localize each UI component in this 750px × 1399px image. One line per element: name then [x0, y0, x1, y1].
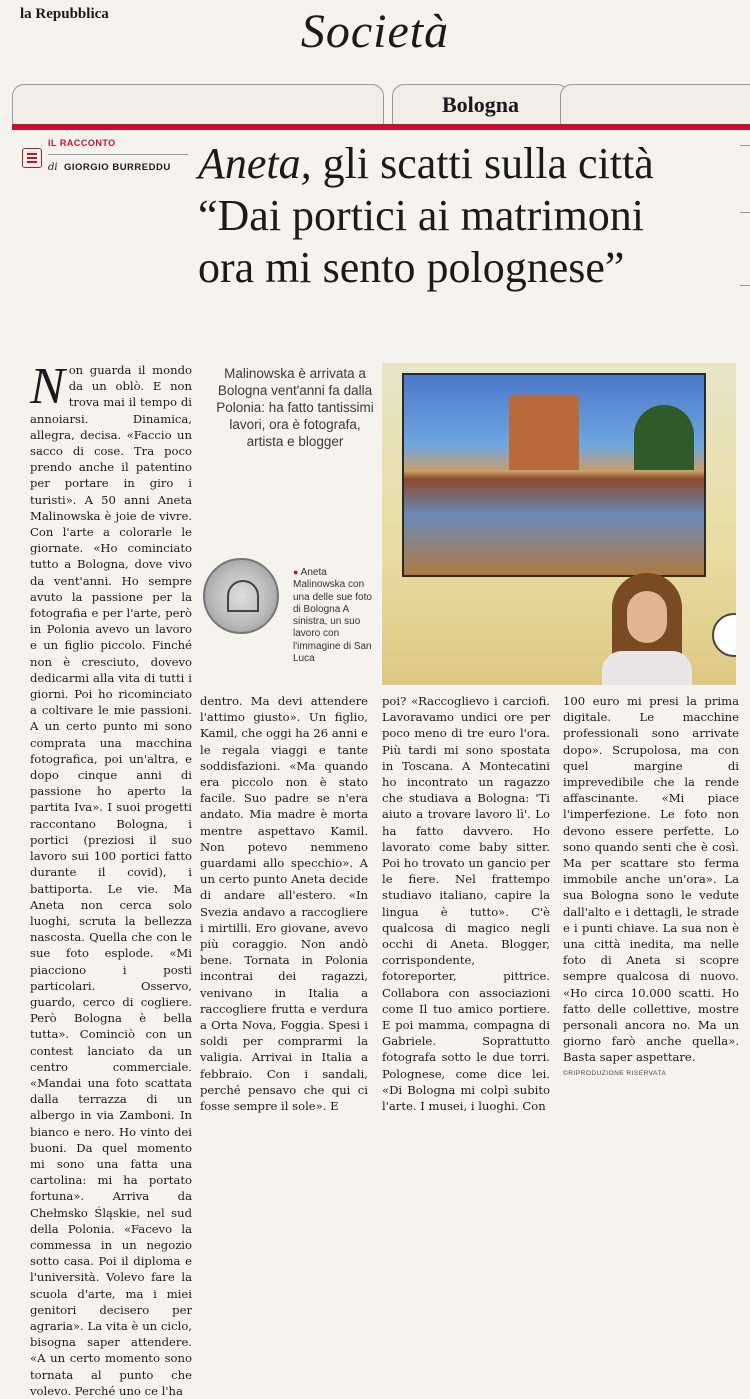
section-red-rule: [12, 124, 750, 130]
wall-clock: [712, 613, 736, 657]
headline: [198, 138, 743, 294]
body-column-2: dentro. Ma devi attendere l'attimo giusto». Un figlio, Kamil, che oggi ha 26 anni e le regala viaggi e tante soddisfazioni. «Ma quando era piccolo non è stato facile. Suo padre se n'era andato. Mia madre è morta mentre aspettavo Kamil. Non potevo nemmeno guardami allo specchio». A un certo punto Aneta decide di andare all'estero. «In Svezia andavo a raccogliere i mirtilli. Ero giovane, avevo più coraggio. Non andò bene. Tornata in Polonia incontrai dei ragazzi, venivano in Italia a raccogliere frutta e verdura a Orta Nova, Foggia. Spesi i soldi per comprarmi la valigia. Arrivai in Italia a febbraio. Con i sandali, perché pensavo che qui ci fosse sempre il sole». E: [200, 694, 368, 1114]
edge-rule: [740, 145, 750, 146]
bologna-painting: [402, 373, 706, 577]
city-tab: Bologna: [392, 84, 569, 127]
body-column-3: poi? «Raccoglievo i carciofi. Lavoravamo undici ore per poco meno di tre euro l'ora. Più tardi mi sono spostata in Toscana. A Montecatini ho incontrato un ragazzo che studiava a Bologna: 'Ti aiuto a trovare lavoro lì'. Lo ha fatto davvero. Ho lavorato come baby sitter. Poi ho trovato un gancio per le fiere. Nel frattempo studiavo italiano, capire la lingua è tutto». C'è qualcosa di magico negli occhi di Aneta. Blogger, corrispondente, fotoreporter, pittrice. Collabora con associazioni come Il tuo amico portiere. E poi mamma, compagna di Gabriele. Soprattutto fotografa sotto le due torri. Polognese, come dice lei. «Di Bologna mi colpì subito l'arte. I musei, i luoghi. Con: [382, 694, 550, 1114]
san-luca-artwork: [203, 558, 279, 634]
main-photo: [382, 363, 736, 685]
article-icon: [22, 148, 42, 168]
body-text-1: on guarda il mondo da un oblò. E non trova mai il tempo di annoiarsi. Dinamica, allegra, decisa. «Faccio un sacco di cose. Tra poco prendo anche il patentino per portare in giro i turisti». A 50 anni Aneta Malinowska è joie de vivre. Con l'arte a colorarle le giornate. «Ho cominciato tutto a Bologna, dove vivo da vent'anni. Ho sempre avuto la passione per la fotografia e per l'arte, però in Polonia avevo un lavoro e un figlio piccolo. Finché non è cresciuto, dovevo dedicarmi alla vita di tutti i giorni. Poi ho ricominciato a coltivare le mie passioni. A un certo punto mi sono comprata una macchina fotografica, poi un'altra, e dopo cinque anni di passione ho aperto la partita Iva». I suoi progetti raccontano Bologna, i portici (preziosi il suo lavoro sui 100 portici fatto durante il covid), i battiporta. Le vie. Ma Aneta non cerca solo luoghi, scruta la bellezza nascosta. Quella che con le sue foto esplode. «Mi piacciono i posti particolari. Osservo, guardo, cerco di cogliere. Però Bologna è bella tutta». Cominciò con un contest lanciato da un centro commerciale. «Mandai una foto scattata dalla terrazza di un albergo in via Zamboni. In bianco e nero. Ho vinto dei buoni. Da quel momento mi sono una fatta una cartolina: mi ha portato fortuna». Arriva da Chełmsko Śląskie, nel sud della Polonia. «Facevo la commessa in un negozio sotto casa. Poi il diploma e l'università. Volevo fare la scuola d'arte, ma i miei genitori decisero per agraria». La vita è un ciclo, bisogna saper attendere. «A un certo momento sono tornata al punto che volevo. Perché uno ce l'ha: [30, 363, 192, 1398]
masthead: la Repubblica: [20, 6, 109, 22]
headline-line1: gli scatti sulla città: [311, 139, 654, 188]
trees-shape: [634, 405, 694, 470]
kicker: IL RACCONTO: [48, 138, 116, 148]
standfirst: Malinowska è arrivata a Bologna vent'anni fa dalla Polonia: ha fatto tantissimi lavori, ora è fotografa, artista e blogger: [216, 366, 374, 449]
headline-line2: “Dai portici ai matrimoni: [198, 191, 644, 240]
tab-left-decor: [12, 84, 384, 127]
body-column-4: [563, 693, 739, 1082]
headline-line3: ora mi sento pologneseˮ: [198, 243, 625, 292]
headline-name: Aneta,: [198, 139, 312, 188]
byline-prefix: di: [48, 162, 58, 173]
basilica-shape: [509, 395, 579, 470]
body-text-4: 100 euro mi presi la prima digitale. Le macchine professionali sono arrivate dopo». Scrupolosa, ma con quel margine di imprevedibile che la rende affascinante. «Mi piace l'imperfezione. Le foto non devono essere perfette. Lo sono quando senti che è così. Ma per scattare sto ferma immobile anche un'ora». La sua Bologna sono le vedute dall'alto e i dettagli, le strade e i punti chiave. La sua non è una città inedita, ma nelle foto di Aneta si scopre sempre qualcosa di nuovo. «Ho circa 10.000 scatti. Ho fatto delle collettive, mostre personali ancora no. Ma un giorno farò anche quella». Basta saper aspettare.: [563, 694, 739, 1065]
san-luca-dome: [227, 580, 259, 612]
byline-author: GIORGIO BURREDDU: [64, 162, 171, 173]
edge-rule: [740, 212, 750, 213]
photo-caption-text: Aneta Malinowska con una delle sue foto di Bologna A sinistra, un suo lavoro con l'immagine di San Luca: [293, 567, 372, 665]
edge-rule: [740, 285, 750, 286]
face-shape: [627, 591, 667, 643]
drop-cap: N: [30, 358, 65, 415]
photo-caption: [293, 566, 377, 665]
caption-bullet-icon: ●: [293, 567, 299, 577]
body-column-1: [30, 358, 192, 1399]
tab-right-decor: [560, 84, 750, 127]
shirt-shape: [602, 651, 692, 685]
copyright-notice: ©RIPRODUZIONE RISERVATA: [563, 1069, 667, 1077]
section-tab-strip: [12, 84, 750, 128]
kicker-divider: [48, 154, 188, 155]
portrait-aneta: [602, 573, 692, 685]
section-title: Società: [300, 5, 450, 58]
